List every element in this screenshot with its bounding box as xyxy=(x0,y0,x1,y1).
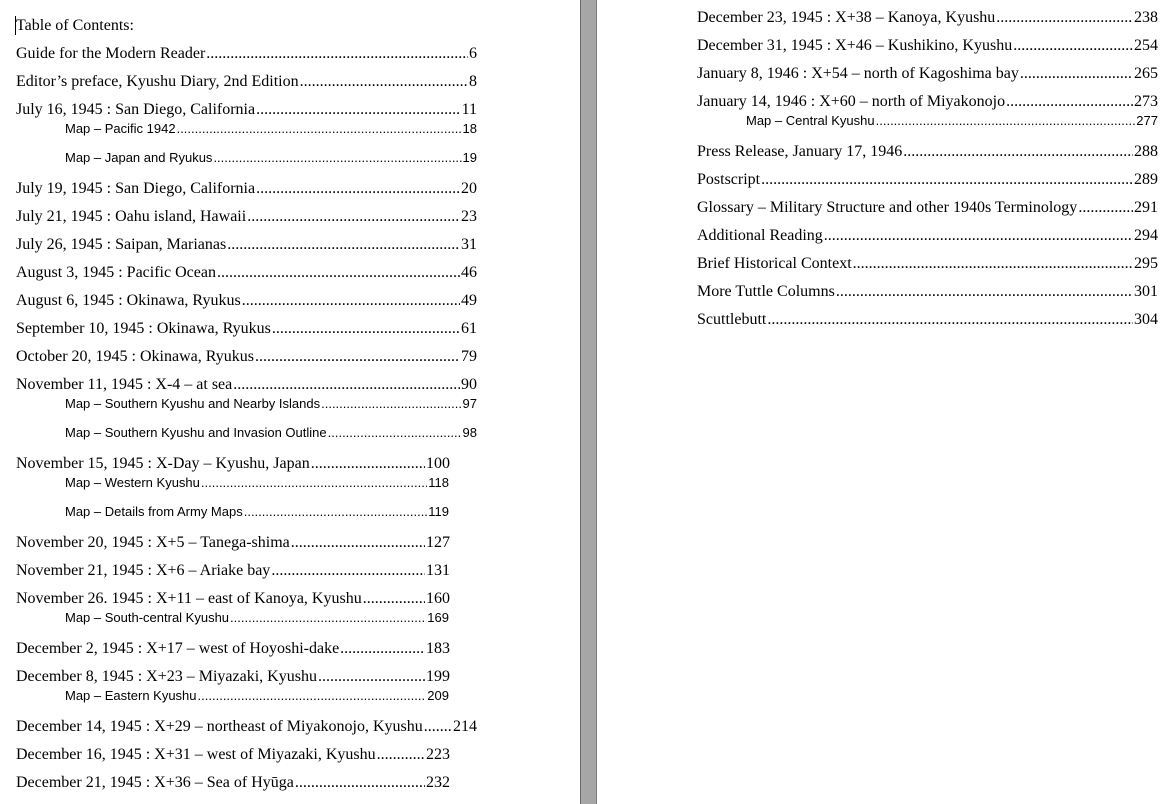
toc-dot-leader xyxy=(363,589,425,609)
toc-page-number: 119 xyxy=(428,504,449,519)
toc-dot-leader xyxy=(206,44,468,64)
toc-entry[interactable] xyxy=(16,100,477,120)
toc-entry[interactable] xyxy=(65,609,449,626)
toc-page-number: 31 xyxy=(461,236,477,253)
page-gutter xyxy=(580,0,597,804)
toc-page-number: 254 xyxy=(1134,37,1158,54)
toc-entry-title: Scuttlebutt xyxy=(697,311,767,328)
toc-page-number: 90 xyxy=(461,376,477,393)
toc-entry[interactable] xyxy=(16,263,477,283)
toc-dot-leader xyxy=(836,282,1133,302)
toc-entry-title: December 14, 1945 : X+29 – northeast of Miyakonojo, Kyushu xyxy=(16,718,423,735)
toc-dot-leader xyxy=(996,8,1133,28)
toc-page-number: 214 xyxy=(453,718,477,735)
toc-page-number: 100 xyxy=(426,455,450,472)
toc-dot-leader xyxy=(177,120,462,137)
toc-dot-leader xyxy=(328,424,462,441)
toc-page-number: 6 xyxy=(469,45,477,62)
toc-page-number: 223 xyxy=(426,746,450,763)
toc-dot-leader xyxy=(1078,198,1133,218)
toc-page-number: 23 xyxy=(461,208,477,225)
toc-entry[interactable] xyxy=(697,142,1158,162)
toc-entry[interactable] xyxy=(16,745,450,765)
toc-entry-title: July 26, 1945 : Saipan, Marianas xyxy=(16,236,227,253)
toc-entry-title: December 2, 1945 : X+17 – west of Hoyoshi-dake xyxy=(16,640,340,657)
toc-entry[interactable] xyxy=(697,282,1158,302)
toc-entry[interactable] xyxy=(697,226,1158,246)
toc-entry-title: August 6, 1945 : Okinawa, Ryukus xyxy=(16,292,241,309)
toc-entry-title: Map – Western Kyushu xyxy=(65,475,200,490)
toc-entry-title: Map – Central Kyushu xyxy=(746,113,875,128)
toc-page-number: 232 xyxy=(426,774,450,791)
toc-entry[interactable] xyxy=(16,44,477,64)
toc-dot-leader xyxy=(853,254,1133,274)
toc-entry[interactable] xyxy=(697,254,1158,274)
toc-page-number: 199 xyxy=(426,668,450,685)
toc-dot-leader xyxy=(227,235,460,255)
toc-entry-title: Editor’s preface, Kyushu Diary, 2nd Edition xyxy=(16,73,299,90)
toc-entry-title: January 14, 1946 : X+60 – north of Miyakonojo xyxy=(697,93,1006,110)
toc-page-number: 8 xyxy=(469,73,477,90)
toc-dot-leader xyxy=(824,226,1133,246)
toc-dot-leader xyxy=(291,533,425,553)
toc-dot-leader xyxy=(242,291,460,311)
toc-page-number: 294 xyxy=(1134,227,1158,244)
toc-entry-title: Postscript xyxy=(697,171,761,188)
toc-dot-leader xyxy=(1013,36,1133,56)
toc-entry-title: October 20, 1945 : Okinawa, Ryukus xyxy=(16,348,254,365)
toc-entry[interactable] xyxy=(16,561,450,581)
toc-entry-title: More Tuttle Columns xyxy=(697,283,835,300)
toc-entry-title: November 21, 1945 : X+6 – Ariake bay xyxy=(16,562,271,579)
toc-entry[interactable] xyxy=(65,687,449,704)
toc-entry-title: Map – Details from Army Maps xyxy=(65,504,243,519)
toc-page-number: 289 xyxy=(1134,171,1158,188)
toc-page-number: 127 xyxy=(426,534,450,551)
toc-dot-leader xyxy=(247,207,460,227)
toc-dot-leader xyxy=(256,100,461,120)
toc-page-number: 19 xyxy=(462,150,477,165)
toc-entry-title: Brief Historical Context xyxy=(697,255,852,272)
toc-page-number: 97 xyxy=(462,396,477,411)
toc-entry-title: December 16, 1945 : X+31 – west of Miyazaki, Kyushu xyxy=(16,746,376,763)
toc-entry-title: December 21, 1945 : X+36 – Sea of Hyūga xyxy=(16,774,294,791)
toc-entry-title: December 31, 1945 : X+46 – Kushikino, Kyushu xyxy=(697,37,1013,54)
toc-page-number: 209 xyxy=(427,688,449,703)
toc-dot-leader xyxy=(255,347,460,367)
toc-entry-title: August 3, 1945 : Pacific Ocean xyxy=(16,264,216,281)
toc-entry[interactable] xyxy=(16,72,477,92)
toc-dot-leader xyxy=(377,745,425,765)
toc-dot-leader xyxy=(217,263,460,283)
toc-page-number: 118 xyxy=(428,475,449,490)
toc-page-number: 288 xyxy=(1134,143,1158,160)
toc-entry[interactable] xyxy=(16,773,450,793)
toc-title: Table of Contents: xyxy=(16,17,134,34)
toc-page-number: 131 xyxy=(426,562,450,579)
toc-dot-leader xyxy=(318,667,425,687)
toc-entry-title: Map – Southern Kyushu and Nearby Islands xyxy=(65,396,321,411)
toc-entry[interactable] xyxy=(16,207,477,227)
toc-page-number: 98 xyxy=(462,425,477,440)
toc-page-number: 160 xyxy=(426,590,450,607)
toc-entry-title: December 23, 1945 : X+38 – Kanoya, Kyushu xyxy=(697,9,996,26)
toc-entry[interactable] xyxy=(65,395,477,412)
toc-entry[interactable] xyxy=(697,92,1158,112)
toc-page-number: 238 xyxy=(1134,9,1158,26)
toc-entry-title: Map – Southern Kyushu and Invasion Outline xyxy=(65,425,327,440)
toc-entry-title: November 11, 1945 : X-4 – at sea xyxy=(16,376,233,393)
toc-entry[interactable] xyxy=(65,474,449,491)
toc-entry[interactable] xyxy=(16,533,450,553)
toc-entry-title: Press Release, January 17, 1946 xyxy=(697,143,903,160)
toc-dot-leader xyxy=(295,773,425,793)
toc-entry[interactable] xyxy=(697,310,1158,330)
toc-entry[interactable] xyxy=(65,149,477,166)
toc-dot-leader xyxy=(311,454,425,474)
toc-entry-title: January 8, 1946 : X+54 – north of Kagoshima bay xyxy=(697,65,1019,82)
toc-page-number: 291 xyxy=(1134,199,1158,216)
toc-entry-title: Glossary – Military Structure and other 1940s Terminology xyxy=(697,199,1078,216)
toc-page-number: 273 xyxy=(1134,93,1158,110)
toc-dot-leader xyxy=(233,375,460,395)
toc-entry-title: September 10, 1945 : Okinawa, Ryukus xyxy=(16,320,271,337)
toc-entry[interactable] xyxy=(16,319,477,339)
toc-entry-title: December 8, 1945 : X+23 – Miyazaki, Kyushu xyxy=(16,668,317,685)
toc-entry[interactable] xyxy=(16,454,450,474)
toc-page-number: 46 xyxy=(461,264,477,281)
toc-entry[interactable] xyxy=(697,64,1158,84)
toc-entry[interactable] xyxy=(16,639,450,659)
document-page-left[interactable] xyxy=(0,0,580,804)
toc-page-number: 301 xyxy=(1134,283,1158,300)
toc-entry-title: Map – Pacific 1942 xyxy=(65,121,176,136)
toc-entry[interactable] xyxy=(16,375,477,395)
toc-dot-leader xyxy=(201,474,427,491)
toc-page-number: 304 xyxy=(1134,311,1158,328)
toc-dot-leader xyxy=(198,687,427,704)
toc-entry-title: Map – Japan and Ryukus xyxy=(65,150,213,165)
toc-dot-leader xyxy=(1006,92,1133,112)
toc-page-number: 169 xyxy=(427,610,449,625)
toc-entry[interactable] xyxy=(746,112,1158,129)
toc-dot-leader xyxy=(230,609,426,626)
toc-entry[interactable] xyxy=(65,424,477,441)
toc-entry[interactable] xyxy=(697,198,1158,218)
toc-entry-title: July 16, 1945 : San Diego, California xyxy=(16,101,256,118)
document-page-right[interactable] xyxy=(597,0,1176,804)
toc-page-number: 277 xyxy=(1136,113,1158,128)
toc-dot-leader xyxy=(767,310,1133,330)
toc-dot-leader xyxy=(300,72,468,92)
toc-dot-leader xyxy=(876,112,1136,129)
toc-entry-title: November 20, 1945 : X+5 – Tanega-shima xyxy=(16,534,290,551)
toc-dot-leader xyxy=(321,395,461,412)
toc-page-number: 295 xyxy=(1134,255,1158,272)
toc-dot-leader xyxy=(213,149,461,166)
toc-entry[interactable] xyxy=(65,503,449,520)
toc-dot-leader xyxy=(1020,64,1133,84)
toc-entry-title: Additional Reading xyxy=(697,227,823,244)
toc-entry[interactable] xyxy=(16,717,477,737)
toc-entry[interactable] xyxy=(697,170,1158,190)
toc-dot-leader xyxy=(340,639,425,659)
toc-page-number: 11 xyxy=(461,101,477,118)
toc-entry-title: Map – South-central Kyushu xyxy=(65,610,230,625)
toc-dot-leader xyxy=(256,179,460,199)
toc-dot-leader xyxy=(271,561,425,581)
toc-entry-title: November 15, 1945 : X-Day – Kyushu, Japan xyxy=(16,455,310,472)
toc-page-number: 49 xyxy=(461,292,477,309)
toc-page-number: 265 xyxy=(1134,65,1158,82)
toc-page-number: 20 xyxy=(461,180,477,197)
toc-dot-leader xyxy=(903,142,1133,162)
toc-entry[interactable] xyxy=(16,667,450,687)
toc-page-number: 61 xyxy=(461,320,477,337)
toc-page-number: 183 xyxy=(426,640,450,657)
toc-page-number: 79 xyxy=(461,348,477,365)
toc-entry-title: July 21, 1945 : Oahu island, Hawaii xyxy=(16,208,247,225)
toc-dot-leader xyxy=(244,503,428,520)
toc-entry-title: Guide for the Modern Reader xyxy=(16,45,206,62)
toc-dot-leader xyxy=(272,319,460,339)
toc-entry[interactable] xyxy=(65,120,477,137)
toc-entry[interactable] xyxy=(16,347,477,367)
toc-entry-title: Map – Eastern Kyushu xyxy=(65,688,197,703)
toc-entry-title: November 26. 1945 : X+11 – east of Kanoya, Kyushu xyxy=(16,590,362,607)
toc-dot-leader xyxy=(761,170,1133,190)
toc-dot-leader xyxy=(424,717,452,737)
toc-entry[interactable] xyxy=(16,589,450,609)
toc-entry[interactable] xyxy=(697,36,1158,56)
toc-entry-title: July 19, 1945 : San Diego, California xyxy=(16,180,256,197)
toc-page-number: 18 xyxy=(462,121,477,136)
toc-entry[interactable] xyxy=(16,179,477,199)
toc-entry[interactable] xyxy=(16,291,477,311)
toc-entry[interactable] xyxy=(697,8,1158,28)
toc-entry[interactable] xyxy=(16,235,477,255)
